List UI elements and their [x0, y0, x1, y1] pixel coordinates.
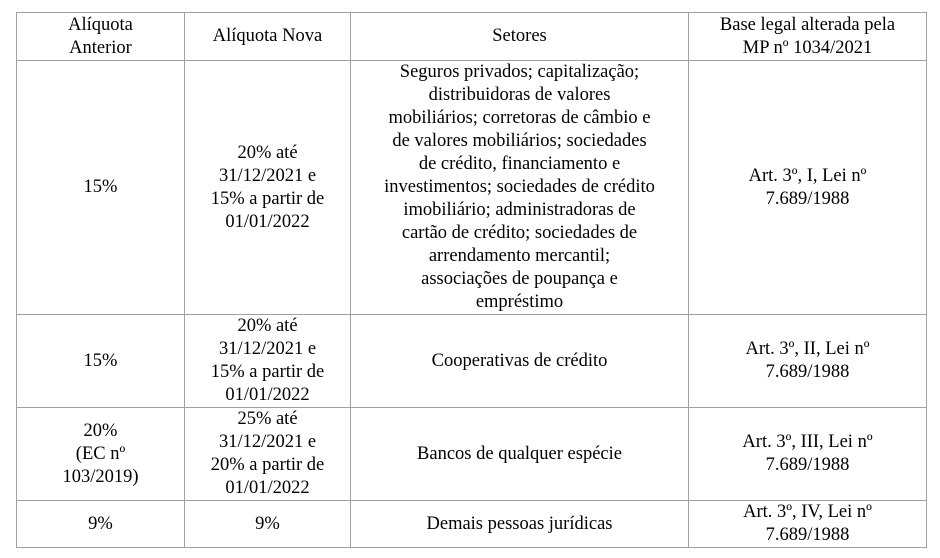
legal-basis-cell: Art. 3º, III, Lei nº 7.689/1988 — [689, 408, 927, 501]
tax-rate-table — [16, 12, 927, 548]
previous-rate-cell: 15% — [17, 61, 185, 315]
legal-basis-cell: Art. 3º, IV, Lei nº 7.689/1988 — [689, 501, 927, 548]
table-row — [17, 501, 927, 548]
new-rate-cell: 25% até 31/12/2021 e 20% a partir de 01/01/2022 — [185, 408, 351, 501]
new-rate-cell: 9% — [185, 501, 351, 548]
header-row — [17, 13, 927, 61]
legal-basis-cell: Art. 3º, I, Lei nº 7.689/1988 — [689, 61, 927, 315]
previous-rate-cell: 20% (EC nº 103/2019) — [17, 408, 185, 501]
previous-rate-cell: 15% — [17, 315, 185, 408]
legal-basis-cell: Art. 3º, II, Lei nº 7.689/1988 — [689, 315, 927, 408]
header-legal-basis: Base legal alterada pela MP nº 1034/2021 — [689, 13, 927, 61]
sectors-cell: Bancos de qualquer espécie — [351, 408, 689, 501]
new-rate-cell: 20% até 31/12/2021 e 15% a partir de 01/01/2022 — [185, 315, 351, 408]
table-row — [17, 315, 927, 408]
header-new-rate: Alíquota Nova — [185, 13, 351, 61]
table-row — [17, 61, 927, 315]
new-rate-cell: 20% até 31/12/2021 e 15% a partir de 01/01/2022 — [185, 61, 351, 315]
header-previous-rate: Alíquota Anterior — [17, 13, 185, 61]
previous-rate-cell: 9% — [17, 501, 185, 548]
sectors-cell: Seguros privados; capitalização; distribuidoras de valores mobiliários; corretoras de câmbio e de valores mobiliários; sociedades de crédito, financiamento e investimentos; sociedades de crédito imobiliário; administradoras de cartão de crédito; sociedades de arrendamento mercantil; associações de poupança e empréstimo — [351, 61, 689, 315]
sectors-cell: Cooperativas de crédito — [351, 315, 689, 408]
header-sectors: Setores — [351, 13, 689, 61]
table-row — [17, 408, 927, 501]
sectors-cell: Demais pessoas jurídicas — [351, 501, 689, 548]
